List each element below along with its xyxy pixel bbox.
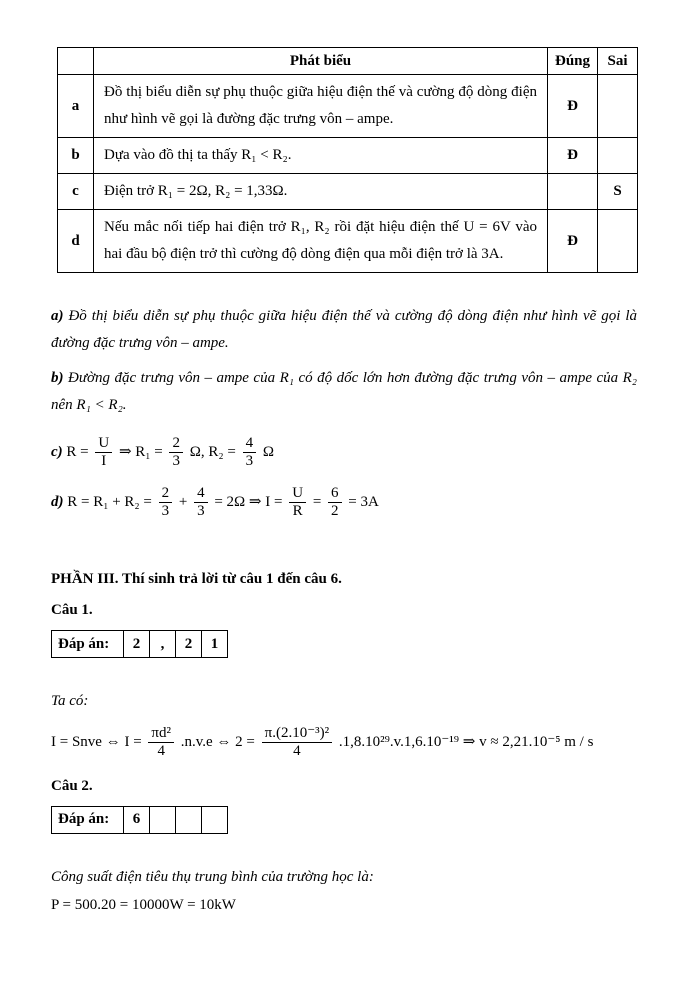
numerator: 2 bbox=[159, 485, 173, 503]
answer-table-cau1 bbox=[51, 630, 228, 658]
table-row bbox=[58, 138, 638, 174]
cau2-lead: Công suất điện tiêu thụ trung bình của trường học là: bbox=[51, 868, 374, 885]
fraction bbox=[194, 485, 208, 521]
fraction bbox=[95, 435, 112, 471]
math-text: ⇒ R₁ = bbox=[118, 444, 163, 461]
answer-table-cau2 bbox=[51, 806, 228, 834]
solution-a bbox=[51, 303, 637, 357]
row-label: c bbox=[58, 174, 94, 210]
answer-cell bbox=[150, 806, 176, 833]
table-header-dung: Đúng bbox=[548, 48, 598, 75]
numerator: πd² bbox=[148, 725, 174, 743]
sai-cell bbox=[598, 210, 638, 273]
math-text: Ω bbox=[262, 444, 274, 461]
solution-b bbox=[51, 365, 637, 419]
table-row bbox=[58, 174, 638, 210]
sai-cell bbox=[598, 138, 638, 174]
row-label: b bbox=[58, 138, 94, 174]
answer-cell bbox=[202, 806, 228, 833]
dung-cell: Đ bbox=[548, 75, 598, 138]
denominator: I bbox=[101, 453, 107, 470]
numerator: U bbox=[289, 485, 306, 503]
solution-b-text: Đường đặc trưng vôn – ampe của R₁ có độ dốc lớn hơn đường đặc trưng vôn – ampe của R₂ nên R₁ < R₂. bbox=[51, 370, 637, 413]
statement-cell: Điện trở R₁ = 2Ω, R₂ = 1,33Ω. bbox=[94, 174, 548, 210]
answer-row bbox=[52, 631, 228, 658]
fraction bbox=[328, 485, 342, 521]
answer-row bbox=[52, 806, 228, 833]
cau1-title: Câu 1. bbox=[51, 602, 93, 618]
math-text: = 3A bbox=[348, 493, 379, 510]
denominator: R bbox=[292, 502, 303, 519]
sai-cell: S bbox=[598, 174, 638, 210]
denominator: 3 bbox=[172, 453, 180, 470]
denominator: 4 bbox=[293, 743, 301, 760]
denominator: 3 bbox=[245, 453, 254, 470]
cau2-formula: P = 500.20 = 10000W = 10kW bbox=[51, 896, 236, 913]
answer-cell: , bbox=[150, 631, 176, 658]
answer-cell bbox=[176, 806, 202, 833]
dung-cell bbox=[548, 174, 598, 210]
table-header-statement: Phát biểu bbox=[94, 48, 548, 75]
math-text: = 2Ω ⇒ I = bbox=[214, 493, 283, 510]
statement-cell: Đồ thị biểu diễn sự phụ thuộc giữa hiệu điện thế và cường độ dòng điện như hình vẽ gọi là đường đặc trưng vôn – ampe. bbox=[94, 75, 548, 138]
denominator: 3 bbox=[161, 502, 170, 519]
math-text: R = R₁ + R₂ = bbox=[67, 493, 152, 510]
cau1-formula bbox=[51, 723, 637, 763]
dung-cell: Đ bbox=[548, 138, 598, 174]
fraction bbox=[159, 485, 173, 521]
answer-cell: 2 bbox=[176, 631, 202, 658]
denominator: 4 bbox=[157, 743, 165, 760]
row-label: a bbox=[58, 75, 94, 138]
numerator: U bbox=[95, 435, 112, 453]
solution-c-label: c) bbox=[51, 444, 63, 461]
statement-cell: Dựa vào đồ thị ta thấy R₁ < R₂. bbox=[94, 138, 548, 174]
table-row bbox=[58, 210, 638, 273]
numerator: π.(2.10⁻³)² bbox=[262, 725, 332, 743]
solution-b-label: b) bbox=[51, 370, 64, 386]
statements-table bbox=[57, 47, 638, 273]
answer-cell: 2 bbox=[124, 631, 150, 658]
denominator: 3 bbox=[197, 502, 205, 519]
numerator: 4 bbox=[243, 435, 257, 453]
math-text: R = bbox=[66, 444, 89, 461]
fraction bbox=[169, 435, 183, 471]
fraction bbox=[262, 725, 332, 761]
cau2-title: Câu 2. bbox=[51, 777, 93, 794]
table-header-row bbox=[58, 48, 638, 75]
math-text: .1,8.10²⁹.v.1,6.10⁻¹⁹ ⇒ v ≈ 2,21.10⁻⁵ m / s bbox=[338, 734, 594, 751]
solution-d bbox=[51, 483, 637, 523]
math-text: .n.v.e ⇔ 2 = bbox=[180, 734, 255, 751]
denominator: 2 bbox=[331, 502, 339, 519]
answer-cell: 1 bbox=[202, 631, 228, 658]
solution-c bbox=[51, 433, 637, 473]
numerator: 4 bbox=[194, 485, 208, 503]
fraction bbox=[148, 725, 174, 761]
solution-a-label: a) bbox=[51, 308, 64, 324]
answer-label: Đáp án: bbox=[52, 631, 124, 658]
table-header-sai: Sai bbox=[598, 48, 638, 75]
statement-cell: Nếu mắc nối tiếp hai điện trở R₁, R₂ rồi đặt hiệu điện thế U = 6V vào hai đầu bộ điện trở thì cường độ dòng điện qua mỗi điện trở là 3A. bbox=[94, 210, 548, 273]
fraction bbox=[243, 435, 257, 471]
math-text: I = Snve ⇔ I = bbox=[51, 734, 142, 751]
sai-cell bbox=[598, 75, 638, 138]
numerator: 6 bbox=[328, 485, 342, 503]
solution-a-text: Đồ thị biểu diễn sự phụ thuộc giữa hiệu điện thế và cường độ dòng điện như hình vẽ gọi là đường đặc trưng vôn – ampe. bbox=[51, 308, 637, 351]
math-text: = bbox=[312, 493, 322, 510]
solution-d-label: d) bbox=[51, 493, 64, 510]
fraction bbox=[289, 485, 306, 521]
math-text: + bbox=[178, 493, 188, 510]
numerator: 2 bbox=[169, 435, 183, 453]
part3-heading: PHẦN III. Thí sinh trả lời từ câu 1 đến câu 6. bbox=[51, 571, 342, 587]
answer-label: Đáp án: bbox=[52, 806, 124, 833]
answer-cell: 6 bbox=[124, 806, 150, 833]
row-label: d bbox=[58, 210, 94, 273]
table-row bbox=[58, 75, 638, 138]
dung-cell: Đ bbox=[548, 210, 598, 273]
cau1-lead: Ta có: bbox=[51, 693, 89, 709]
table-header-corner bbox=[58, 48, 94, 75]
math-text: Ω, R₂ = bbox=[189, 444, 236, 461]
